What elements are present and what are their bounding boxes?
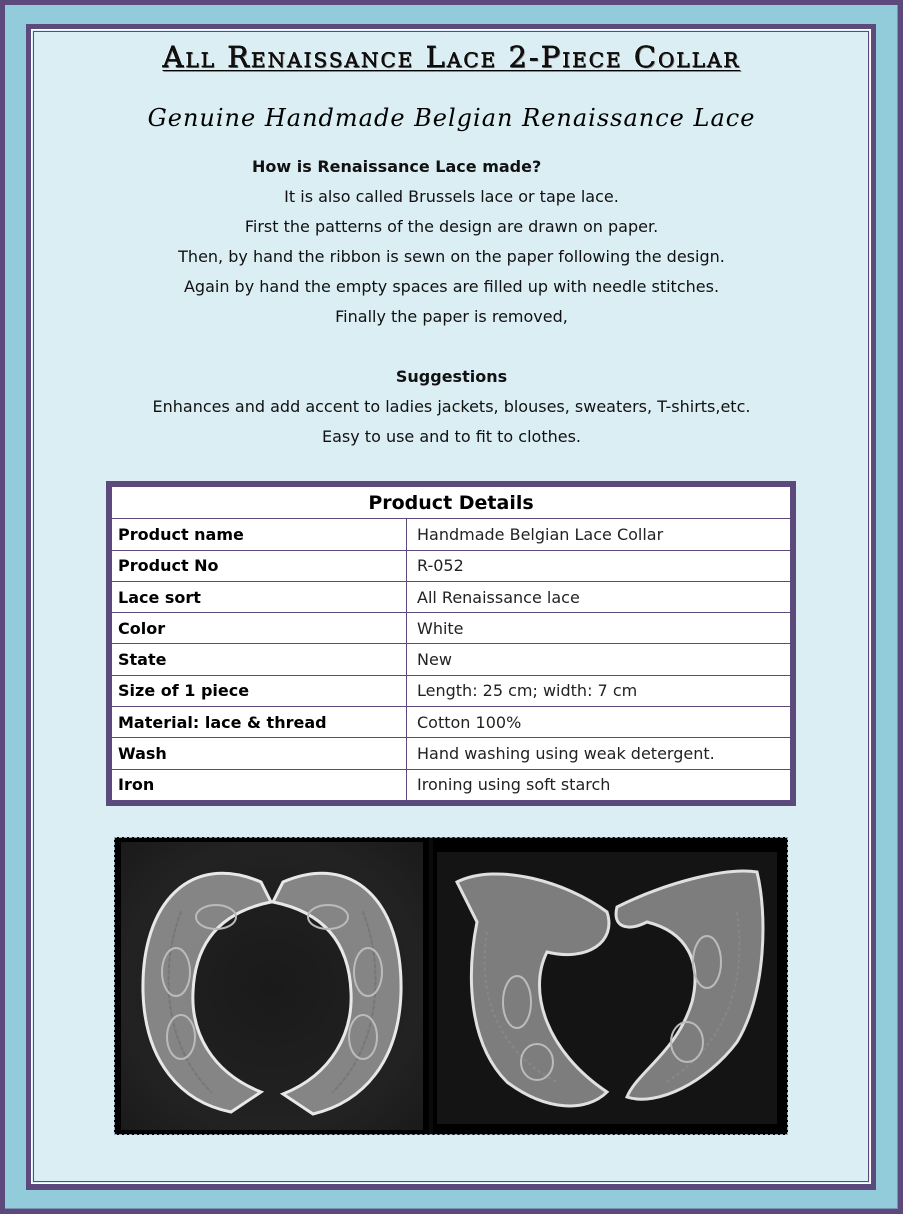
table-header-row [112, 487, 791, 519]
table-row [112, 675, 791, 706]
how-made-line: First the patterns of the design are drawn on paper. [244, 217, 659, 236]
lace-collar-folded-illustration [437, 852, 777, 1124]
table-row [112, 550, 791, 581]
row-label: State [112, 644, 407, 675]
row-value: Cotton 100% [407, 707, 791, 738]
row-label: Size of 1 piece [112, 675, 407, 706]
collar-photo-flat [121, 842, 423, 1130]
page-subtitle: Genuine Handmade Belgian Renaissance Lace [147, 104, 756, 132]
collar-photo-folded [437, 852, 777, 1124]
product-details-table [111, 486, 791, 801]
table-row [112, 707, 791, 738]
row-value: White [407, 613, 791, 644]
row-label: Product No [112, 550, 407, 581]
row-label: Iron [112, 769, 407, 800]
how-made-line: It is also called Brussels lace or tape lace. [284, 187, 619, 206]
row-value: New [407, 644, 791, 675]
how-made-heading: How is Renaissance Lace made? [252, 157, 542, 176]
photo-divider [429, 838, 433, 1134]
row-label: Lace sort [112, 581, 407, 612]
row-label: Wash [112, 738, 407, 769]
row-value: Hand washing using weak detergent. [407, 738, 791, 769]
table-row [112, 769, 791, 800]
how-made-line: Again by hand the empty spaces are filled up with needle stitches. [183, 277, 720, 296]
suggestions-heading: Suggestions [395, 367, 508, 386]
table-row [112, 644, 791, 675]
row-value: All Renaissance lace [407, 581, 791, 612]
product-details-table-frame [106, 481, 796, 806]
row-label: Product name [112, 519, 407, 550]
product-details-heading: Product Details [112, 487, 791, 519]
row-value: Handmade Belgian Lace Collar [407, 519, 791, 550]
lace-collar-flat-illustration [121, 842, 423, 1130]
how-made-line: Finally the paper is removed, [335, 307, 568, 326]
suggestions-line: Easy to use and to fit to clothes. [322, 427, 581, 446]
row-label: Material: lace & thread [112, 707, 407, 738]
table-row [112, 581, 791, 612]
row-label: Color [112, 613, 407, 644]
how-made-line: Then, by hand the ribbon is sewn on the paper following the design. [178, 247, 725, 266]
table-row [112, 519, 791, 550]
product-photos [114, 837, 788, 1135]
row-value: Ironing using soft starch [407, 769, 791, 800]
suggestions-line: Enhances and add accent to ladies jackets, blouses, sweaters, T-shirts,etc. [152, 397, 751, 416]
page-title: All Renaissance Lace 2-Piece Collar [162, 40, 741, 74]
table-row [112, 613, 791, 644]
row-value: R-052 [407, 550, 791, 581]
table-row [112, 738, 791, 769]
row-value: Length: 25 cm; width: 7 cm [407, 675, 791, 706]
